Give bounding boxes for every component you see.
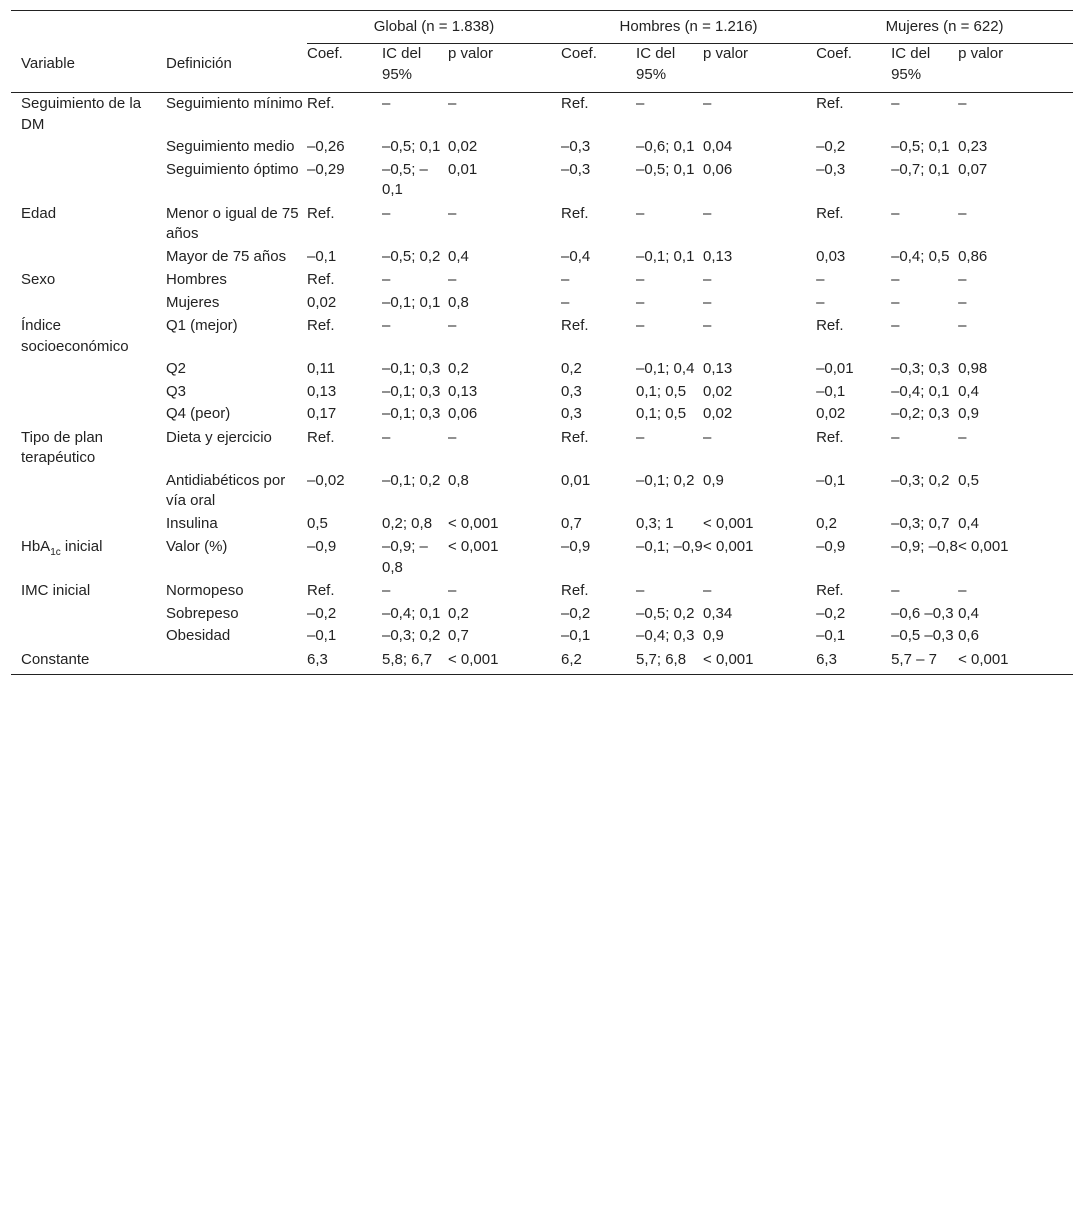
cell-p: 0,13	[703, 360, 733, 377]
cell-variable	[11, 292, 166, 315]
cell-p: 0,23	[958, 138, 988, 155]
cell-p: 0,2	[448, 360, 469, 377]
cell-ic: –0,3; 0,3	[891, 360, 950, 377]
cell-ic: –0,1; 0,2	[636, 471, 695, 489]
cell-p: –	[448, 271, 457, 288]
cell-p: 0,07	[958, 160, 988, 178]
col-header-ic: IC del 95%	[382, 44, 448, 93]
cell-coef: 0,3	[561, 382, 582, 400]
cell-variable	[11, 358, 166, 381]
cell-coef: –0,2	[307, 604, 337, 622]
cell-p: –	[703, 317, 712, 334]
cell-definicion: Antidiabéticos por vía oral	[166, 471, 286, 509]
cell-definicion: Q1 (mejor)	[166, 317, 238, 334]
cell-ic: 5,7; 6,8	[636, 648, 703, 675]
cell-coef: 0,2	[816, 514, 837, 532]
table-row	[11, 426, 1073, 470]
cell-p: 0,34	[703, 604, 733, 622]
col-header-ic: IC del 95%	[636, 44, 703, 93]
cell-p: 0,02	[703, 382, 733, 400]
table-row	[11, 535, 1073, 579]
group-header-global: Global (n = 1.838)	[307, 11, 561, 44]
table-body	[11, 93, 1073, 675]
group-header-mujeres: Mujeres (n = 622)	[816, 11, 1073, 44]
cell-variable	[11, 159, 166, 202]
regression-table	[11, 10, 1073, 675]
cell-variable: Índice socioeconómico	[21, 317, 129, 355]
cell-p: –	[958, 95, 967, 112]
cell-p: 0,8	[448, 471, 469, 489]
cell-ic: –	[891, 428, 900, 446]
cell-p: –	[703, 95, 712, 112]
cell-variable	[11, 470, 166, 513]
cell-variable	[11, 603, 166, 626]
cell-definicion: Valor (%)	[166, 538, 228, 555]
cell-coef: Ref.	[561, 582, 589, 599]
cell-p: < 0,001	[703, 538, 754, 555]
cell-ic: –0,1; 0,3	[382, 405, 441, 422]
cell-p: < 0,001	[448, 514, 499, 532]
cell-definicion: Q2	[166, 360, 187, 377]
cell-ic: –0,1; 0,3	[382, 360, 441, 377]
cell-p: –	[448, 204, 457, 222]
table-row	[11, 358, 1073, 381]
cell-ic: 0,1; 0,5	[636, 405, 687, 422]
cell-coef: –0,4	[561, 247, 591, 265]
cell-coef: –0,2	[816, 604, 846, 622]
cell-coef: –0,2	[816, 138, 846, 155]
cell-p: 0,86	[958, 247, 988, 265]
cell-p: –	[958, 582, 967, 599]
cell-ic: –	[382, 428, 391, 446]
cell-p: < 0,001	[703, 514, 754, 532]
col-header-variable: Variable	[11, 44, 166, 93]
cell-p: 0,06	[703, 160, 733, 178]
cell-ic: –0,9; –0,8	[382, 538, 428, 576]
cell-coef: –0,1	[307, 247, 337, 265]
cell-p: 0,2	[448, 604, 469, 622]
cell-ic: –0,3; 0,2	[382, 627, 441, 644]
cell-coef: 0,3	[561, 405, 582, 422]
cell-coef: –0,9	[816, 538, 846, 555]
table-row	[11, 202, 1073, 246]
cell-p: < 0,001	[958, 538, 1009, 555]
cell-p: < 0,001	[958, 648, 1073, 675]
cell-definicion: Q3	[166, 382, 187, 400]
cell-p: < 0,001	[703, 648, 816, 675]
table-row	[11, 268, 1073, 292]
cell-p: 0,98	[958, 360, 988, 377]
cell-p: 0,13	[448, 382, 478, 400]
cell-variable: Tipo de plan terapéutico	[21, 428, 104, 466]
cell-definicion: Menor o igual de 75 años	[166, 204, 299, 242]
cell-p: –	[703, 428, 712, 446]
col-header-coef: Coef.	[816, 44, 891, 93]
cell-p: –	[448, 582, 457, 599]
cell-p: 0,13	[703, 247, 733, 265]
cell-coef: 0,17	[307, 405, 337, 422]
cell-p: < 0,001	[448, 648, 561, 675]
cell-p: –	[958, 317, 967, 334]
cell-coef: Ref.	[307, 204, 335, 222]
cell-coef: 0,02	[307, 293, 337, 311]
col-header-definicion: Definición	[166, 44, 307, 93]
cell-coef: –0,1	[561, 627, 591, 644]
cell-p: 0,02	[448, 138, 478, 155]
cell-definicion: Seguimiento óptimo	[166, 160, 299, 178]
cell-variable: Seguimiento de la DM	[21, 95, 142, 133]
cell-ic: –0,1; 0,4	[636, 360, 695, 377]
cell-ic: 0,3; 1	[636, 514, 674, 532]
cell-ic: –	[636, 95, 645, 112]
cell-p: –	[703, 204, 712, 222]
cell-coef: Ref.	[561, 95, 589, 112]
cell-ic: –0,1; 0,3	[382, 382, 441, 400]
cell-coef: Ref.	[561, 428, 589, 446]
col-header-p: p valor	[958, 44, 1073, 93]
table-row	[11, 246, 1073, 269]
cell-ic: –0,4; 0,1	[382, 604, 441, 622]
cell-p: 0,8	[448, 293, 469, 311]
table-row	[11, 159, 1073, 202]
cell-ic: –0,5; –0,1	[382, 160, 428, 198]
cell-ic: –	[891, 317, 900, 334]
cell-coef: 0,7	[561, 514, 582, 532]
cell-ic: –	[636, 293, 645, 311]
cell-ic: –0,1; 0,1	[382, 293, 441, 311]
cell-coef: –0,9	[561, 538, 591, 555]
cell-coef: –0,01	[816, 360, 854, 377]
cell-p: 0,9	[703, 471, 724, 489]
cell-coef: –0,9	[307, 538, 337, 555]
table-row	[11, 381, 1073, 404]
cell-ic: –0,5 –0,3	[891, 627, 954, 644]
cell-coef: 6,2	[561, 648, 636, 675]
cell-coef: Ref.	[307, 271, 335, 288]
cell-coef: 0,03	[816, 247, 846, 265]
cell-ic: –0,4; 0,1	[891, 382, 950, 400]
cell-coef: Ref.	[816, 95, 844, 112]
table-row	[11, 470, 1073, 513]
cell-definicion: Seguimiento mínimo	[166, 95, 303, 112]
cell-coef: Ref.	[561, 317, 589, 334]
cell-ic: –0,4; 0,5	[891, 247, 950, 265]
cell-coef: –0,1	[816, 382, 846, 400]
cell-variable: Edad	[21, 204, 57, 222]
col-header-p: p valor	[703, 44, 816, 93]
table-row	[11, 314, 1073, 358]
cell-ic: –0,5; 0,1	[636, 160, 695, 178]
cell-p: < 0,001	[448, 538, 499, 555]
table-row	[11, 513, 1073, 536]
cell-coef: –0,1	[816, 471, 846, 489]
cell-p: 0,4	[958, 514, 979, 532]
cell-coef: Ref.	[561, 204, 589, 222]
cell-coef: 0,2	[561, 360, 582, 377]
cell-ic: –0,5; 0,1	[382, 138, 441, 155]
cell-coef: 0,5	[307, 514, 328, 532]
cell-p: 0,01	[448, 160, 478, 178]
cell-ic: –	[891, 204, 900, 222]
cell-ic: 0,2; 0,8	[382, 514, 433, 532]
cell-ic: –	[636, 428, 645, 446]
cell-p: 0,4	[958, 382, 979, 400]
cell-coef: –0,1	[307, 627, 337, 644]
cell-coef: –	[561, 293, 570, 311]
cell-p: 0,04	[703, 138, 733, 155]
cell-coef: 6,3	[816, 648, 891, 675]
cell-p: –	[958, 271, 967, 288]
cell-ic: –0,3; 0,7	[891, 514, 950, 532]
cell-ic: –0,3; 0,2	[891, 471, 950, 489]
cell-coef: 0,01	[561, 471, 591, 489]
cell-p: –	[958, 204, 967, 222]
col-header-coef: Coef.	[561, 44, 636, 93]
cell-p: –	[448, 428, 457, 446]
cell-ic: –	[891, 95, 900, 112]
cell-p: –	[448, 95, 457, 112]
cell-variable	[11, 136, 166, 159]
cell-ic: –0,4; 0,3	[636, 627, 695, 644]
cell-ic: 5,8; 6,7	[382, 648, 448, 675]
cell-ic: –0,2; 0,3	[891, 405, 950, 422]
cell-p: 0,9	[703, 627, 724, 644]
cell-variable	[11, 246, 166, 269]
cell-p: –	[448, 317, 457, 334]
cell-ic: –	[382, 582, 391, 599]
cell-ic: –0,6 –0,3	[891, 604, 954, 622]
cell-variable	[11, 513, 166, 536]
cell-ic: 5,7 – 7	[891, 648, 958, 675]
cell-coef: Ref.	[307, 95, 335, 112]
cell-definicion: Mayor de 75 años	[166, 247, 287, 265]
cell-p: 0,4	[958, 604, 979, 622]
cell-variable	[11, 381, 166, 404]
cell-ic: –0,1; 0,1	[636, 247, 695, 265]
cell-ic: –	[382, 95, 391, 112]
table-row	[11, 648, 1073, 675]
table-row	[11, 403, 1073, 426]
cell-ic: –	[636, 204, 645, 222]
cell-ic: –	[891, 271, 900, 288]
cell-p: 0,5	[958, 471, 979, 489]
table-row	[11, 579, 1073, 603]
cell-coef: Ref.	[816, 204, 844, 222]
cell-ic: –0,6; 0,1	[636, 138, 695, 155]
cell-ic: –0,9; –0,8	[891, 538, 958, 555]
cell-definicion: Normopeso	[166, 582, 244, 599]
cell-coef: –0,26	[307, 138, 345, 155]
cell-definicion: Q4 (peor)	[166, 405, 231, 422]
cell-variable: Constante	[11, 648, 166, 675]
cell-ic: –	[382, 204, 391, 222]
cell-p: –	[958, 428, 967, 446]
cell-coef: –	[816, 271, 825, 288]
cell-coef: –0,02	[307, 471, 345, 489]
cell-variable	[11, 625, 166, 648]
col-header-coef: Coef.	[307, 44, 382, 93]
cell-coef: –0,29	[307, 160, 345, 178]
cell-coef: –0,1	[816, 627, 846, 644]
cell-coef: –0,3	[561, 160, 591, 178]
table-row	[11, 292, 1073, 315]
cell-coef: Ref.	[816, 582, 844, 599]
cell-ic: –	[636, 271, 645, 288]
cell-coef: –	[816, 293, 825, 311]
table-row	[11, 93, 1073, 137]
table-row	[11, 136, 1073, 159]
cell-p: 0,4	[448, 247, 469, 265]
cell-ic: –	[891, 582, 900, 599]
cell-coef: 0,02	[816, 405, 846, 422]
cell-p: –	[958, 293, 967, 311]
cell-ic: –0,5; 0,2	[382, 247, 441, 265]
cell-coef: Ref.	[816, 428, 844, 446]
cell-variable: IMC inicial	[21, 582, 91, 599]
cell-definicion	[166, 648, 307, 675]
cell-coef: Ref.	[307, 582, 335, 599]
cell-ic: –0,5; 0,2	[636, 604, 695, 622]
cell-definicion: Sobrepeso	[166, 604, 239, 622]
cell-ic: –	[636, 317, 645, 334]
group-header-hombres: Hombres (n = 1.216)	[561, 11, 816, 44]
cell-coef: –0,3	[816, 160, 846, 178]
cell-definicion: Mujeres	[166, 293, 220, 311]
cell-definicion: Insulina	[166, 514, 218, 532]
cell-ic: –0,1; –0,9	[636, 538, 703, 555]
cell-ic: –0,5; 0,1	[891, 138, 950, 155]
col-header-ic: IC del 95%	[891, 44, 958, 93]
cell-variable: HbA$_{1c}$ inicial	[21, 538, 103, 558]
cell-ic: –0,1; 0,2	[382, 471, 441, 489]
cell-ic: –	[636, 582, 645, 599]
cell-ic: –0,7; 0,1	[891, 160, 950, 178]
col-header-p: p valor	[448, 44, 561, 93]
cell-definicion: Hombres	[166, 271, 227, 288]
cell-coef: Ref.	[307, 428, 335, 446]
cell-variable: Sexo	[21, 271, 56, 288]
cell-definicion: Obesidad	[166, 627, 231, 644]
cell-p: –	[703, 582, 712, 599]
cell-coef: –	[561, 271, 570, 288]
cell-p: 0,6	[958, 627, 979, 644]
cell-ic: –	[382, 271, 391, 288]
cell-ic: –	[891, 293, 900, 311]
cell-coef: 0,13	[307, 382, 337, 400]
cell-definicion: Dieta y ejercicio	[166, 428, 272, 446]
cell-coef: Ref.	[816, 317, 844, 334]
cell-p: 0,02	[703, 405, 733, 422]
cell-ic: –	[382, 317, 391, 334]
cell-variable	[11, 403, 166, 426]
table-row	[11, 625, 1073, 648]
cell-p: 0,06	[448, 405, 478, 422]
cell-coef: 0,11	[307, 360, 336, 377]
cell-ic: 0,1; 0,5	[636, 382, 687, 400]
cell-coef: 6,3	[307, 648, 382, 675]
cell-p: –	[703, 293, 712, 311]
cell-p: 0,9	[958, 405, 979, 422]
table-row	[11, 603, 1073, 626]
cell-p: 0,7	[448, 627, 469, 644]
cell-coef: Ref.	[307, 317, 335, 334]
cell-coef: –0,2	[561, 604, 591, 622]
cell-definicion: Seguimiento medio	[166, 138, 295, 155]
cell-p: –	[703, 271, 712, 288]
cell-coef: –0,3	[561, 138, 591, 155]
